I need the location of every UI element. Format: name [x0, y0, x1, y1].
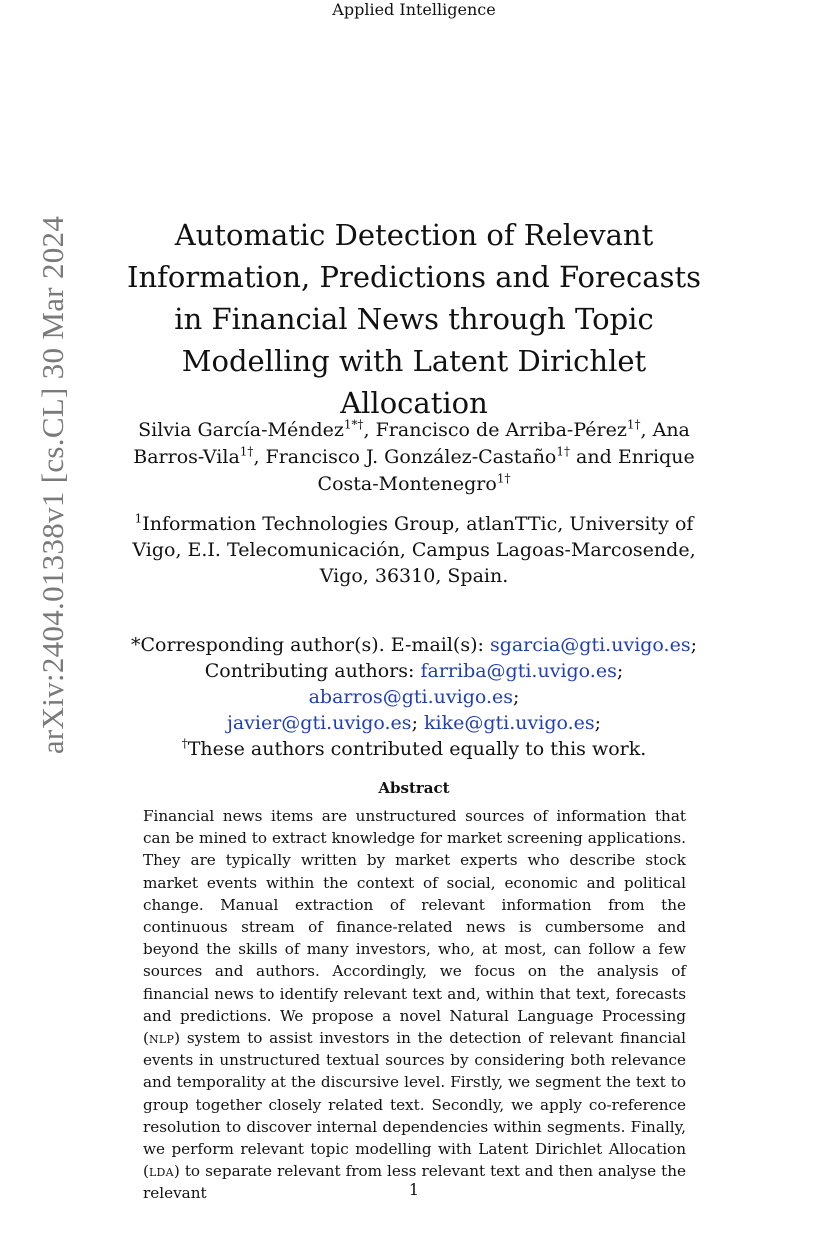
author-name: Francisco J. González-Castaño	[265, 446, 557, 468]
abbreviation: lda	[148, 1162, 174, 1181]
email-link[interactable]: kike@gti.uvigo.es	[424, 712, 595, 734]
abstract-part: Financial news items are unstructured sources of information that can be mined to extract knowledge for market screening applications. They are typically written by market experts who describe stock market events within the context of social, economic and political change. Manual extraction of relevant information from the continuous stream of finance-related news is cumbersome and beyond the skills of many investors, who, at most, can follow a few sources and authors. Accordingly, we focus on the analysis of financial news to identify relevant text and, within that text, forecasts and predictions. We propose a novel Natural Language Processing (	[143, 807, 686, 1048]
abstract-part: ) system to assist investors in the detection of relevant financial events in unstructured textual sources by considering both relevance and temporality at the discursive level. Firstly, we segment the text to group together closely related text. Secondly, we apply co-reference resolution to discover internal dependencies within segments. Finally, we perform relevant topic modelling with Latent Dirichlet Allocation (	[143, 1029, 686, 1181]
affiliation-mark: 1	[134, 511, 143, 526]
arxiv-identifier: arXiv:2404.01338v1 [cs.CL] 30 Mar 2024	[34, 215, 70, 755]
contact-block: *Corresponding author(s). E-mail(s): sgarcia@gti.uvigo.es; Contributing authors: farriba@gti.uvigo.es; abarros@gti.uvigo.es; javier@gti.uvigo.es; kike@gti.uvigo.es; †These authors contributed equally to this work.	[131, 634, 697, 760]
email-link[interactable]: abarros@gti.uvigo.es	[308, 686, 514, 708]
author-marks: 1†	[239, 444, 254, 459]
abbreviation: nlp	[148, 1029, 175, 1048]
page-number: 1	[408, 1180, 420, 1199]
author-name: Silvia García-Méndez	[138, 419, 344, 441]
abstract-heading: Abstract	[378, 779, 450, 797]
author-marks: 1†	[626, 417, 641, 432]
arxiv-sidebar	[25, 155, 80, 815]
email-link-corresponding[interactable]: sgarcia@gti.uvigo.es	[489, 634, 691, 656]
author-separator: ,	[640, 419, 653, 441]
equal-contribution-mark: †	[181, 736, 188, 751]
author-name: Francisco de Arriba-Pérez	[375, 419, 627, 441]
author-conjunction: and	[570, 446, 618, 468]
author-separator: ,	[253, 446, 266, 468]
abstract-part: ) to separate relevant from less relevant text and then analyse the relevant	[143, 1162, 686, 1203]
journal-name: Applied Intelligence	[332, 0, 496, 19]
author-separator: ,	[363, 419, 376, 441]
corresponding-label: *Corresponding author(s). E-mail(s):	[131, 634, 490, 656]
author-marks: 1†	[556, 444, 571, 459]
email-link[interactable]: javier@gti.uvigo.es	[226, 712, 412, 734]
equal-contribution-note: These authors contributed equally to this work.	[187, 738, 647, 760]
contributing-label: Contributing authors:	[204, 660, 421, 682]
author-marks: 1*†	[343, 417, 364, 432]
author-name: Ana Barros-Vila	[133, 419, 690, 468]
affiliation-text: Information Technologies Group, atlanTTic, University of Vigo, E.I. Telecomunicación, Campus Lagoas-Marcosende, Vigo, 36310, Spain.	[132, 513, 696, 587]
author-name: Enrique Costa-Montenegro	[317, 446, 695, 495]
abstract-text	[143, 805, 686, 1205]
paper-title: Automatic Detection of Relevant Information, Predictions and Forecasts in Financial News through Topic Modelling with Latent Dirichlet Allocation	[127, 218, 701, 420]
affiliation	[110, 511, 718, 589]
author-marks: 1†	[496, 471, 511, 486]
author-list	[110, 417, 718, 498]
email-link[interactable]: farriba@gti.uvigo.es	[420, 660, 617, 682]
